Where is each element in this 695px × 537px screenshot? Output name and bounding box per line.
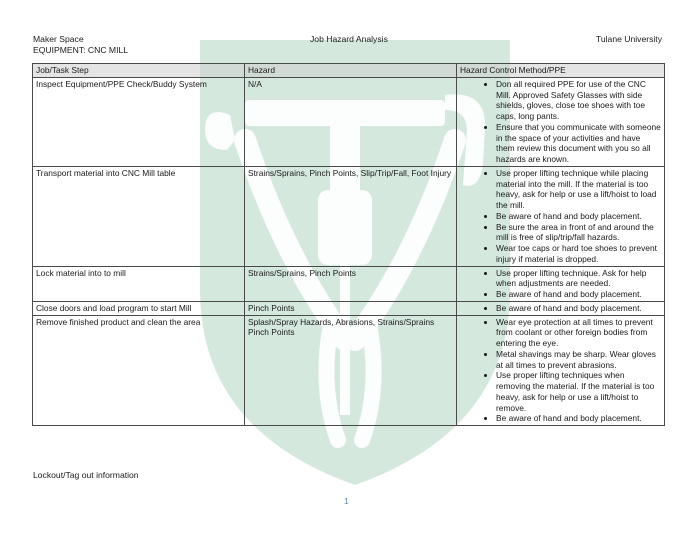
controls-cell xyxy=(457,266,665,301)
column-header-controls: Hazard Control Method/PPE xyxy=(457,64,665,78)
page-number: 1 xyxy=(344,496,349,506)
table-row xyxy=(33,77,665,166)
control-item: • Wear toe caps or hard toe shoes to prevent injury if material is dropped. xyxy=(496,243,661,265)
table-row xyxy=(33,166,665,266)
step-cell: Close doors and load program to start Mill xyxy=(33,301,245,315)
controls-cell xyxy=(457,301,665,315)
lockout-tagout-note: Lockout/Tag out information xyxy=(33,470,139,480)
control-list xyxy=(460,317,661,425)
control-item: • Be aware of hand and body placement. xyxy=(496,413,661,424)
control-item: • Ensure that you communicate with someone in the space of your activities and have them review this document with you so all hazards are known. xyxy=(496,122,661,165)
control-list xyxy=(460,268,661,300)
step-cell: Remove finished product and clean the area xyxy=(33,315,245,426)
hazard-cell: N/A xyxy=(245,77,457,166)
column-header-hazard: Hazard xyxy=(245,64,457,78)
institution-name: Tulane University xyxy=(595,34,662,44)
table-row xyxy=(33,266,665,301)
control-item: • Metal shavings may be sharp. Wear gloves at all times to prevent abrasions. xyxy=(496,349,661,371)
control-item: • Use proper lifting technique. Ask for help when adjustments are needed. xyxy=(496,268,661,290)
org-name: Maker Space xyxy=(33,34,84,44)
hazard-cell: Splash/Spray Hazards, Abrasions, Strains/Sprains Pinch Points xyxy=(245,315,457,426)
controls-cell xyxy=(457,77,665,166)
control-item: • Be sure the area in front of and around the mill is free of slip/trip/fall hazards. xyxy=(496,222,661,244)
control-list xyxy=(460,79,661,165)
control-item: • Be aware of hand and body placement. xyxy=(496,211,661,222)
step-cell: Lock material into to mill xyxy=(33,266,245,301)
control-list xyxy=(460,303,661,314)
controls-cell xyxy=(457,166,665,266)
table-row xyxy=(33,301,665,315)
equipment-label: EQUIPMENT: CNC MILL xyxy=(33,45,129,55)
table-row xyxy=(33,315,665,426)
control-item: • Wear eye protection at all times to prevent from coolant or other foreign bodies from entering the eye. xyxy=(496,317,661,349)
controls-cell xyxy=(457,315,665,426)
control-list xyxy=(460,168,661,265)
document-title: Job Hazard Analysis xyxy=(310,34,388,44)
control-item: • Don all required PPE for use of the CNC Mill. Approved Safety Glasses with side shields, gloves, close toe shoes with toe caps, long pants. xyxy=(496,79,661,122)
control-item: • Use proper lifting techniques when removing the material. If the material is too heavy, ask for help or use a lift/hoist to remove. xyxy=(496,370,661,413)
hazard-cell: Strains/Sprains, Pinch Points, Slip/Trip/Fall, Foot Injury xyxy=(245,166,457,266)
hazard-cell: Pinch Points xyxy=(245,301,457,315)
step-cell: Inspect Equipment/PPE Check/Buddy System xyxy=(33,77,245,166)
table-header-row xyxy=(33,64,665,78)
hazard-cell: Strains/Sprains, Pinch Points xyxy=(245,266,457,301)
document-header-left xyxy=(33,34,128,56)
control-item: • Be aware of hand and body placement. xyxy=(496,289,661,300)
job-hazard-table xyxy=(32,63,665,426)
control-item: • Use proper lifting technique while placing material into the mill. If the material is too heavy, ask for help or use a lift/hoist to load the mill. xyxy=(496,168,661,211)
step-cell: Transport material into CNC Mill table xyxy=(33,166,245,266)
control-item: • Be aware of hand and body placement. xyxy=(496,303,661,314)
column-header-step: Job/Task Step xyxy=(33,64,245,78)
